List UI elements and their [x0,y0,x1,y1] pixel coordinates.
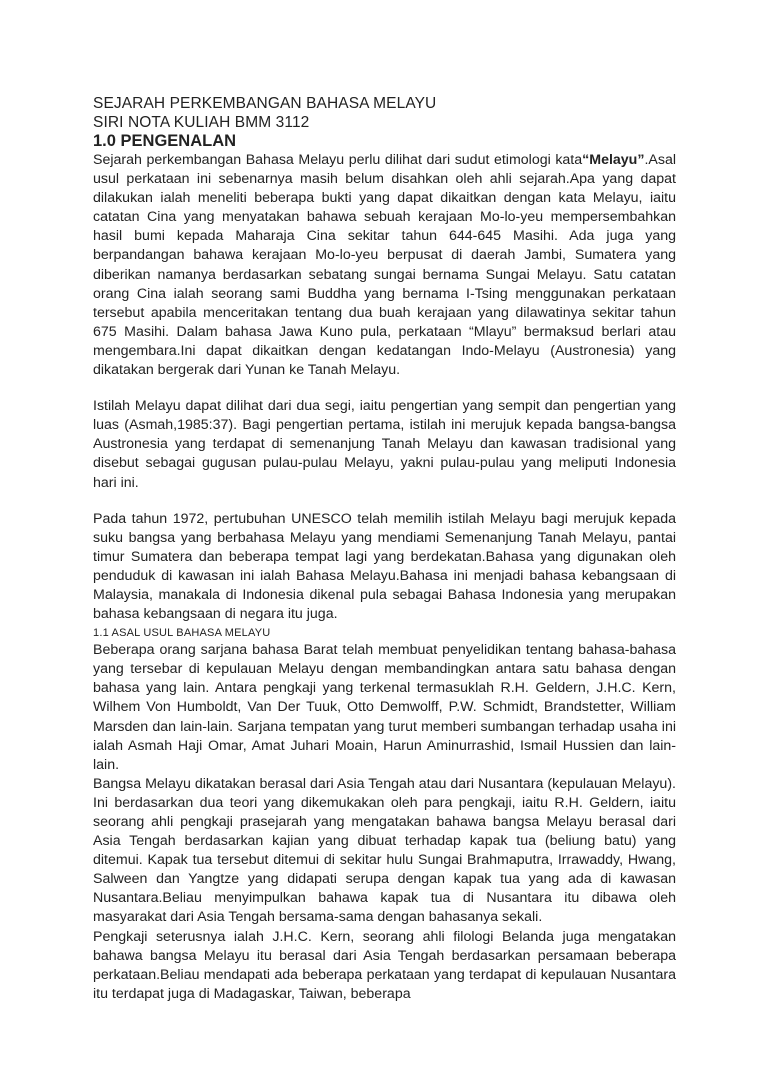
document-page [93,94,676,1004]
paragraph-lead-text: Sejarah perkembangan Bahasa Melayu perlu dilihat dari sudut etimologi kata [93,152,583,168]
paragraph-unesco: Pada tahun 1972, pertubuhan UNESCO telah memilih istilah Melayu bagi merujuk kepada suku bangsa yang berbahasa Melayu yang mendiami Semenanjung Tanah Melayu, pantai timur Sumatera dan beberapa tempat lagi yang berdekatan.Bahasa yang digunakan oleh penduduk di kawasan ini ialah Bahasa Melayu.Bahasa ini menjadi bahasa kebangsaan di Malaysia, manakala di Indonesia dikenal pula sebagai Bahasa Indonesia yang merupakan bahasa kebangsaan di negara itu juga. [93,510,676,623]
paragraph-body-text: .Asal usul perkataan ini sebenarnya masih belum disahkan oleh ahli sejarah.Apa yang dapat dilakukan ialah meneliti beberapa bukti yang dapat dikaitkan dengan kata Melayu, iaitu catatan Cina yang menyatakan bahawa sebuah kerajaan Mo-lo-yeu mempersembahkan hasil bumi kepada Maharaja Cina sekitar tahun 644-645 Masihi. Ada juga yang berpandangan bahawa kerajaan Mo-lo-yeu berpusat di daerah Jambi, Sumatera yang diberikan namanya berdasarkan sebatang sungai bernama Sungai Melayu. Satu catatan orang Cina ialah seorang sami Buddha yang bernama I-Tsing menggunakan perkataan tersebut apabila menceritakan tentang dua buah kerajaan yang dilawatinya sekitar tahun 675 Masihi. Dalam bahasa Jawa Kuno pula, perkataan “Mlayu” bermaksud berlari atau mengembara.Ini dapat dikaitkan dengan kedatangan Indo-Melayu (Austronesia) yang dikatakan bergerak dari Yunan ke Tanah Melayu. [93,152,676,379]
paragraph-western-scholars: Beberapa orang sarjana bahasa Barat telah membuat penyelidikan tentang bahasa-bahasa yang tersebar di kepulauan Melayu dengan membandingkan antara satu bahasa dengan bahasa yang lain. Antara pengkaji yang terkenal termasuklah R.H. Geldern, J.H.C. Kern, Wilhem Von Humboldt, Van Der Tuuk, Otto Demwolff, P.W. Schmidt, Brandstetter, William Marsden dan lain-lain. Sarjana tempatan yang turut memberi sumbangan terhadap usaha ini ialah Asmah Haji Omar, Amat Juhari Moain, Harun Aminurrashid, Ismail Hussien dan lain-lain. [93,642,676,773]
paragraph-origin-theory: Bangsa Melayu dikatakan berasal dari Asia Tengah atau dari Nusantara (kepulauan Melayu). Ini berdasarkan dua teori yang dikemukakan oleh para pengkaji, iaitu R.H. Geldern, iaitu seorang ahli pengkaji prasejarah yang mengatakan bahawa bangsa Melayu berasal dari Asia Tengah berdasarkan kajian yang dibuat terhadap kapak tua (beliung batu) yang ditemui. Kapak tua tersebut ditemui di sekitar hulu Sungai Brahmaputra, Irrawaddy, Hwang, Salween dan Yangtze yang didapati serupa dengan kapak tua yang ada di kawasan Nusantara.Beliau menyimpulkan bahawa kapak tua di Nusantara itu dibawa oleh masyarakat dari Asia Tengah bersama-sama dengan bahasanya sekali. [93,775,676,926]
paragraph-introduction [93,151,676,380]
section-heading: 1.0 PENGENALAN [93,132,237,150]
paragraph-bold-term: “Melayu” [582,152,645,168]
paragraph-definition: Istilah Melayu dapat dilihat dari dua segi, iaitu pengertian yang sempit dan pengertian yang luas (Asmah,1985:37). Bagi pengertian pertama, istilah ini merujuk kepada bangsa-bangsa Austronesia yang terdapat di semenanjung Tanah Melayu dan kawasan tradisional yang disebut sebagai gugusan pulau-pulau Melayu, yakni pulau-pulau yang meliputi Indonesia hari ini. [93,398,676,491]
document-title: SEJARAH PERKEMBANGAN BAHASA MELAYU [93,95,437,112]
paragraph-kern-theory: Pengkaji seterusnya ialah J.H.C. Kern, seorang ahli filologi Belanda juga mengatakan bahawa bangsa Melayu itu berasal dari Asia Tengah berdasarkan persamaan beberapa perkataan.Beliau mendapati ada beberapa perkataan yang terdapat di kepulauan Nusantara itu terdapat juga di Madagaskar, Taiwan, beberapa [93,928,676,1002]
document-subtitle: SIRI NOTA KULIAH BMM 3112 [93,114,310,131]
subsection-heading: 1.1 ASAL USUL BAHASA MELAYU [93,627,271,640]
